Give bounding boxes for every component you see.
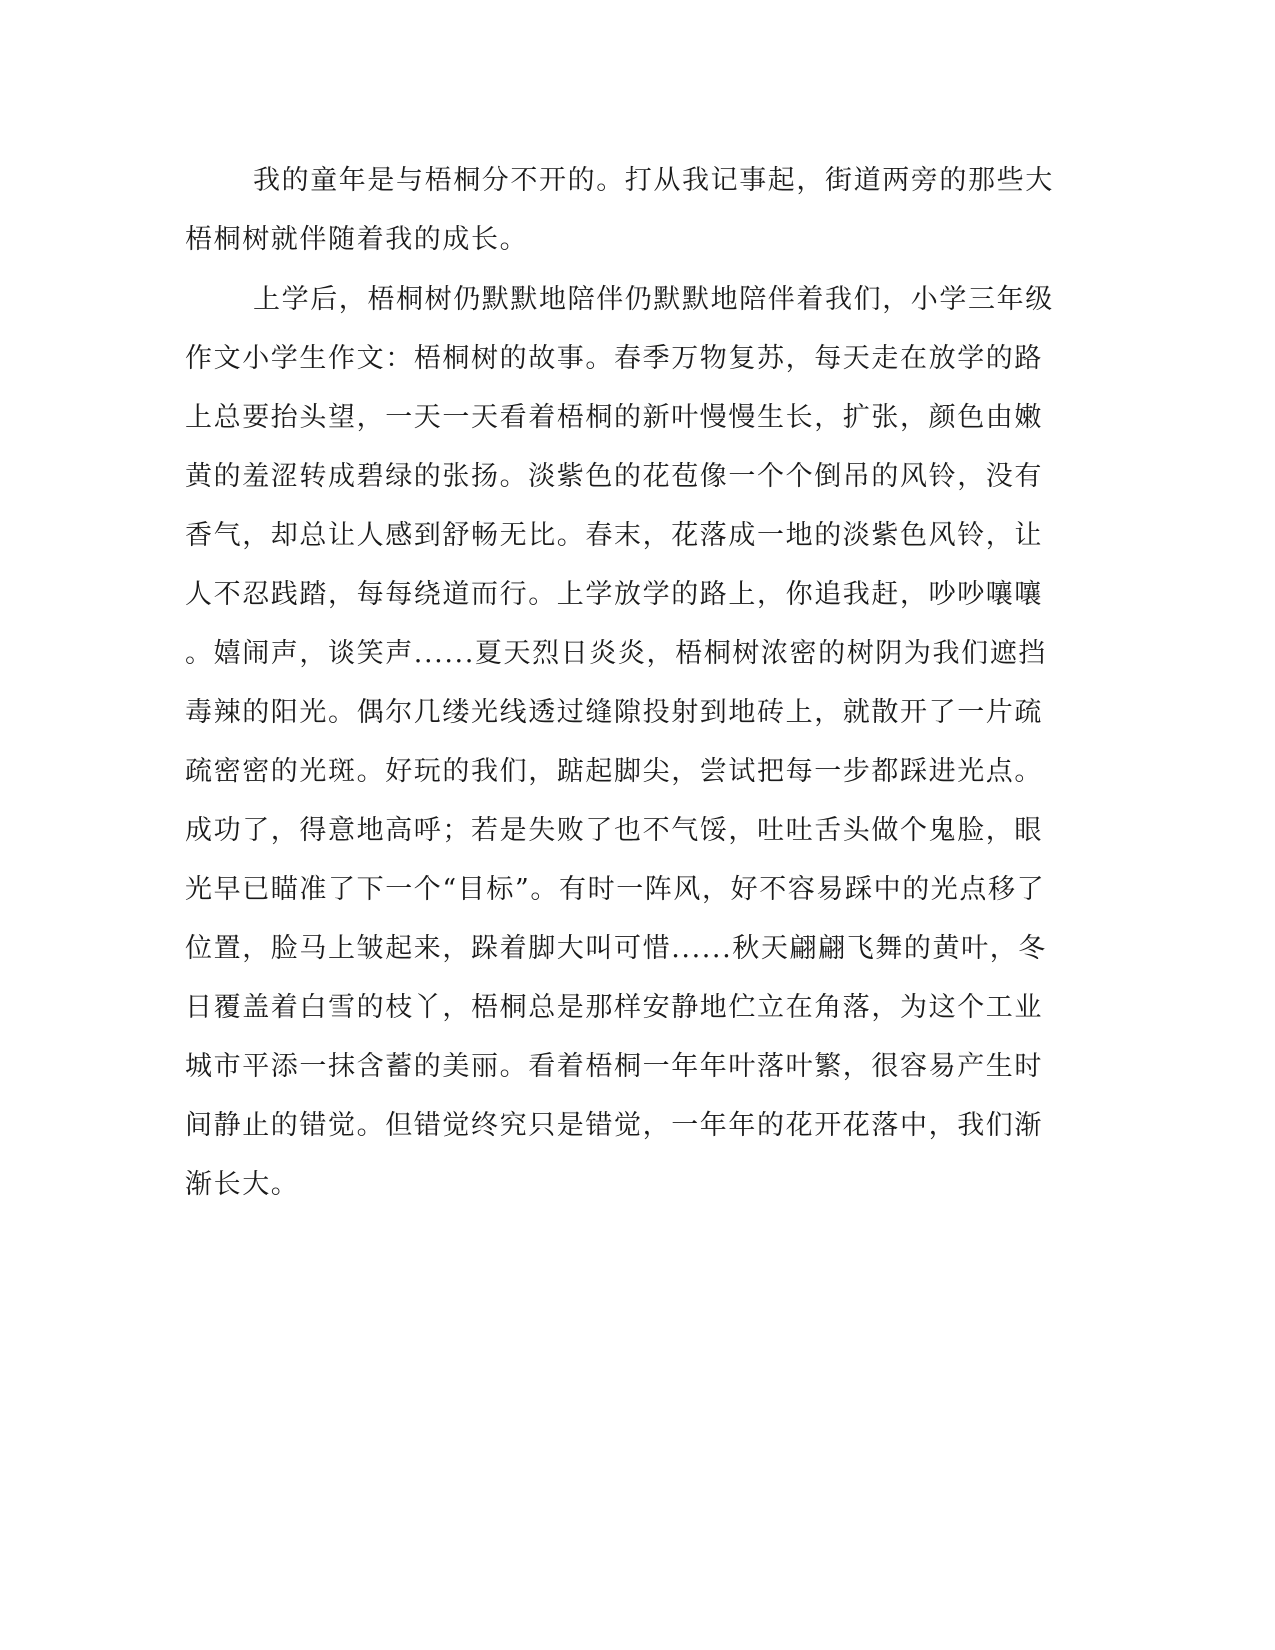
paragraph-2-line-10: 成功了，得意地高呼；若是失败了也不气馁，吐吐舌头做个鬼脸，眼	[185, 815, 1043, 846]
paragraph-2-line-8: 毒辣的阳光。偶尔几缕光线透过缝隙投射到地砖上，就散开了一片疏	[185, 697, 1043, 728]
paragraph-2-line-3: 上总要抬头望，一天一天看着梧桐的新叶慢慢生长，扩张，颜色由嫩	[185, 402, 1043, 433]
paragraph-2-line-7: 。嬉闹声，谈笑声......夏天烈日炎炎，梧桐树浓密的树阴为我们遮挡	[185, 638, 1047, 669]
paragraph-2-line-15: 间静止的错觉。但错觉终究只是错觉，一年年的花开花落中，我们渐	[185, 1110, 1043, 1141]
paragraph-1-line-2: 梧桐树就伴随着我的成长。	[185, 224, 529, 255]
paragraph-2-line-11: 光早已瞄准了下一个“目标”。有时一阵风，好不容易踩中的光点移了	[185, 874, 1046, 905]
paragraph-2-line-5: 香气，却总让人感到舒畅无比。春末，花落成一地的淡紫色风铃，让	[185, 520, 1043, 551]
paragraph-2-line-4: 黄的羞涩转成碧绿的张扬。淡紫色的花苞像一个个倒吊的风铃，没有	[185, 461, 1043, 492]
paragraph-2-line-13: 日覆盖着白雪的枝丫，梧桐总是那样安静地伫立在角落，为这个工业	[185, 992, 1043, 1023]
paragraph-2-line-12: 位置，脸马上皱起来，跺着脚大叫可惜......秋天翩翩飞舞的黄叶，冬	[185, 933, 1047, 964]
paragraph-2-line-14: 城市平添一抹含蓄的美丽。看着梧桐一年年叶落叶繁，很容易产生时	[185, 1051, 1043, 1082]
paragraph-2-line-6: 人不忍践踏，每每绕道而行。上学放学的路上，你追我赶，吵吵嚷嚷	[185, 579, 1043, 610]
paragraph-2-line-16: 渐长大。	[185, 1169, 300, 1200]
paragraph-2-line-1: 上学后，梧桐树仍默默地陪伴仍默默地陪伴着我们，小学三年级	[253, 284, 1054, 315]
paragraph-2-line-2: 作文小学生作文：梧桐树的故事。春季万物复苏，每天走在放学的路	[185, 343, 1043, 374]
paragraph-1-line-1: 我的童年是与梧桐分不开的。打从我记事起，街道两旁的那些大	[253, 165, 1054, 196]
paragraph-2-line-9: 疏密密的光斑。好玩的我们，踮起脚尖，尝试把每一步都踩进光点。	[185, 756, 1043, 787]
